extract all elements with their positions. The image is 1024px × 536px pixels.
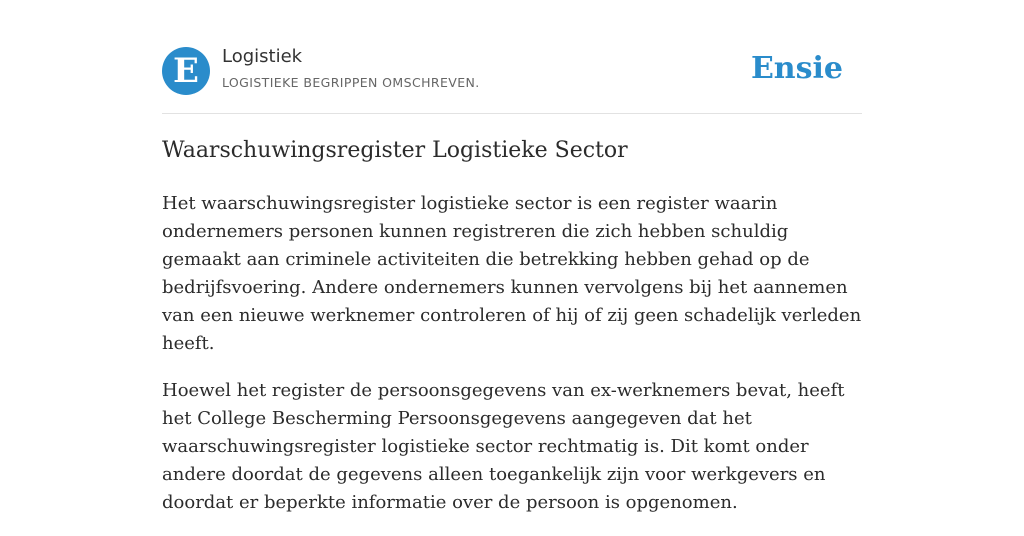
- site-logo-icon[interactable]: E: [162, 47, 210, 95]
- site-header: [162, 0, 862, 114]
- site-tagline: LOGISTIEKE BEGRIPPEN OMSCHREVEN.: [222, 75, 480, 90]
- article-title: Waarschuwingsregister Logistieke Sector: [162, 138, 628, 163]
- ensie-brand-logo[interactable]: Ensie: [750, 51, 843, 86]
- article-body: [162, 190, 862, 536]
- site-name-link[interactable]: Logistiek: [222, 46, 303, 67]
- page-container: [162, 0, 862, 513]
- article-paragraph: Het waarschuwingsregister logistieke sector is een register waarin ondernemers personen kunnen registreren die zich hebben schuldig gemaakt aan criminele activiteiten die betrekking hebben gehad op de bedrijfsvoering. Andere ondernemers kunnen vervolgens bij het aannemen van een nieuwe werknemer controleren of hij of zij geen schadelijk verleden heeft.: [162, 193, 862, 354]
- article-paragraph: Hoewel het register de persoonsgegevens van ex-werknemers bevat, heeft het College Bescherming Persoonsgegevens aangegeven dat het waarschuwingsregister logistieke sector rechtmatig is. Dit komt onder andere doordat de gegevens alleen toegankelijk zijn voor werkgevers en doordat er beperkte informatie over de persoon is opgenomen.: [162, 380, 845, 513]
